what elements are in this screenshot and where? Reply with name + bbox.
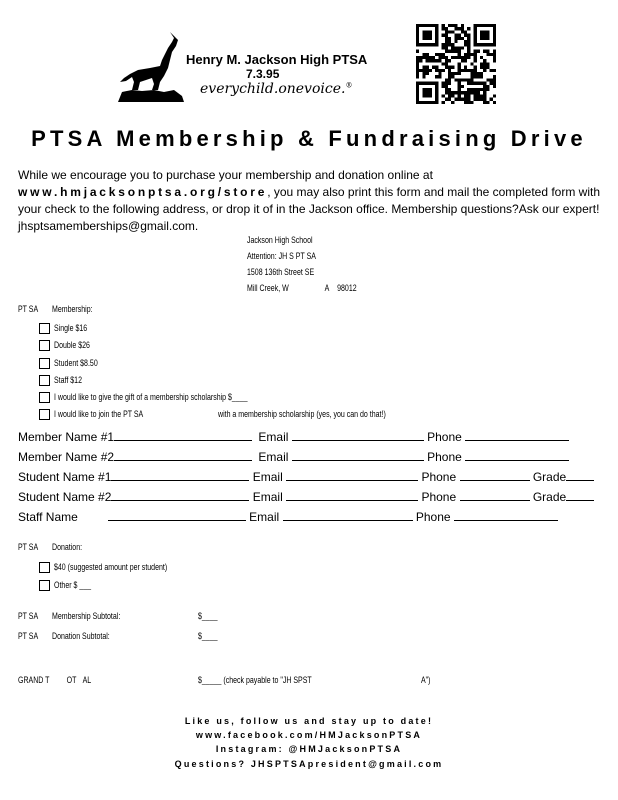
membership-subtotal-label: Membership Subtotal: xyxy=(52,611,121,621)
donation-subtotal-input[interactable]: $____ xyxy=(198,631,218,641)
membership-option: I would like to join the PT SA xyxy=(54,409,144,419)
student-2-row: Student Name #2 Email Phone Grade xyxy=(18,489,594,504)
membership-subtotal-input[interactable]: $____ xyxy=(198,611,218,621)
checkbox-icon[interactable] xyxy=(39,358,50,369)
checkbox-icon[interactable] xyxy=(39,340,50,351)
membership-option-tail: with a membership scholarship (yes, you can do that!) xyxy=(218,409,386,419)
membership-option: Double $26 xyxy=(54,340,90,350)
membership-option: Single $16 xyxy=(54,323,88,333)
store-link[interactable]: www.hmjacksonptsa.org/store xyxy=(18,185,268,199)
checkbox-icon[interactable] xyxy=(39,392,50,403)
checkbox-icon[interactable] xyxy=(39,562,50,573)
grand-total-tail: A") xyxy=(421,675,431,685)
subtotal-label-a: PT SA xyxy=(18,631,39,641)
facebook-link[interactable]: www.facebook.com/HMJacksonPTSA xyxy=(195,730,423,740)
checkbox-icon[interactable] xyxy=(39,580,50,591)
membership-option: I would like to give the gift of a membership scholarship $____ xyxy=(54,392,248,402)
checkbox-icon[interactable] xyxy=(39,323,50,334)
grand-total-label: GRAND T OT AL xyxy=(18,675,92,685)
member-1-phone-input[interactable] xyxy=(465,429,569,441)
org-number: 7.3.95 xyxy=(246,67,280,81)
membership-option: Staff $12 xyxy=(54,375,82,385)
member-2-phone-input[interactable] xyxy=(465,449,569,461)
subtotal-label-a: PT SA xyxy=(18,611,39,621)
member-1-email-input[interactable] xyxy=(292,429,424,441)
student-2-name-input[interactable] xyxy=(111,489,249,501)
staff-phone-input[interactable] xyxy=(454,509,558,521)
contact-email-link[interactable]: Questions? JHSPTSApresident@gmail.com xyxy=(174,759,444,769)
student-1-name-input[interactable] xyxy=(111,469,249,481)
student-2-email-input[interactable] xyxy=(286,489,418,501)
page-title: PTSA Membership & Fundraising Drive xyxy=(31,126,587,151)
staff-email-input[interactable] xyxy=(283,509,413,521)
footer-line: Like us, follow us and stay up to date! xyxy=(184,716,434,726)
donation-option: Other $ ___ xyxy=(54,580,92,590)
student-1-phone-input[interactable] xyxy=(460,469,530,481)
member-2-row: Member Name #2 Email Phone xyxy=(18,449,569,464)
donation-option: $40 (suggested amount per student) xyxy=(54,562,168,572)
address-line: Jackson High School xyxy=(247,235,313,245)
intro-paragraph: While we encourage you to purchase your membership and donation online at www.hmjacksonptsa.org/store, you may also print this form and mail the completed form with your check to the following address, or drop it of in the Jackson office. Membership questions?Ask our expert! jhsptsamemberships@gmail.com. xyxy=(18,168,601,233)
member-2-email-input[interactable] xyxy=(292,449,424,461)
donation-subtotal-label: Donation Subtotal: xyxy=(52,631,110,641)
address-line: Attention: JH S PT SA xyxy=(247,251,316,261)
donation-label: Donation: xyxy=(52,542,83,552)
student-1-row: Student Name #1 Email Phone Grade xyxy=(18,469,594,484)
student-2-grade-input[interactable] xyxy=(566,489,594,501)
member-2-name-input[interactable] xyxy=(114,449,252,461)
staff-name-input[interactable] xyxy=(108,509,246,521)
grand-total-input[interactable]: $_____ (check payable to "JH SPST xyxy=(198,675,312,685)
donation-label-a: PT SA xyxy=(18,542,39,552)
staff-row: Staff Name Email Phone xyxy=(18,509,558,524)
member-1-name-input[interactable] xyxy=(114,429,252,441)
student-1-email-input[interactable] xyxy=(286,469,418,481)
membership-option: Student $8.50 xyxy=(54,358,98,368)
checkbox-icon[interactable] xyxy=(39,409,50,420)
address-line: 1508 136th Street SE xyxy=(247,267,315,277)
student-1-grade-input[interactable] xyxy=(566,469,594,481)
org-name: Henry M. Jackson High PTSA xyxy=(186,52,368,67)
checkbox-icon[interactable] xyxy=(39,375,50,386)
student-2-phone-input[interactable] xyxy=(460,489,530,501)
member-1-row: Member Name #1 Email Phone xyxy=(18,429,569,444)
address-line: Mill Creek, W A 98012 xyxy=(247,283,357,293)
instagram-link[interactable]: Instagram: @HMJacksonPTSA xyxy=(215,744,403,754)
membership-label: Membership: xyxy=(52,304,93,314)
membership-label-a: PT SA xyxy=(18,304,39,314)
qr-code-icon[interactable] xyxy=(415,24,497,104)
wolf-howling-icon xyxy=(118,30,184,102)
tagline: everychild.onevoice.® xyxy=(200,81,353,97)
